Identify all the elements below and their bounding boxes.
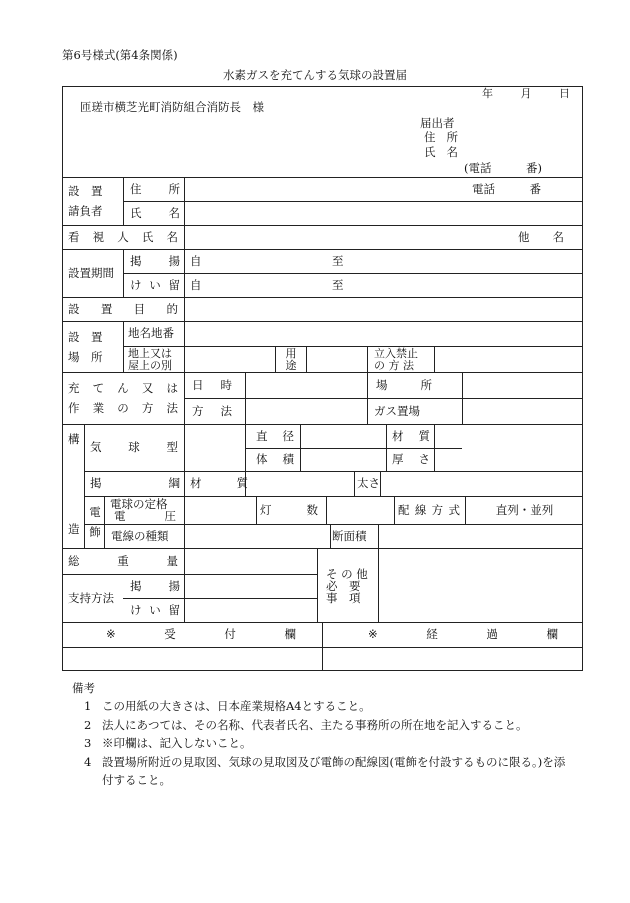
total-weight-label: 総 重 量	[68, 553, 178, 568]
lamps-2: 数	[306, 502, 318, 517]
receipt-header: ※ 受 付 欄	[106, 627, 296, 642]
rope-size-1: 太	[357, 476, 369, 491]
filling-method-1: 方	[192, 403, 204, 418]
period-moor-to: 至	[332, 277, 344, 292]
location-use: 用 途	[285, 346, 297, 372]
contractor-address-1: 住	[130, 181, 142, 196]
applicant-address-1: 住	[424, 130, 436, 145]
notes	[62, 679, 583, 789]
location-lot: 地名地番	[128, 326, 174, 341]
progress-header: ※ 経 過 欄	[368, 627, 558, 642]
filling-datetime-2: 時	[220, 377, 232, 392]
date-day: 日	[559, 87, 570, 101]
structure-label-bottom: 造	[68, 521, 80, 536]
material-1: 材	[392, 428, 404, 443]
date-year: 年	[482, 87, 493, 101]
rope-1: 掲	[90, 476, 102, 491]
material-2: 質	[418, 428, 430, 443]
support-label: 支持方法	[68, 590, 114, 605]
wire-type-label: 電線の種類	[111, 528, 169, 543]
lamps-1: 灯	[260, 502, 272, 517]
volume-2: 積	[282, 452, 294, 467]
contractor-label: 設 置 請負者	[68, 183, 103, 218]
applicant-address-2: 所	[446, 130, 458, 145]
applicant-name-2: 名	[446, 145, 458, 160]
support-moor-1: け	[130, 602, 142, 617]
location-ground-or-roof: 地上又は 屋上の別	[128, 346, 172, 372]
applicant-phone: (電話 番)	[464, 161, 542, 176]
period-raise-2: 揚	[168, 253, 180, 268]
support-raise-1: 掲	[130, 578, 142, 593]
applicant-name-1: 氏	[424, 145, 436, 160]
rope-material-2: 質	[236, 476, 248, 491]
note-item: 3 ※印欄は、記入しないこと。	[84, 736, 252, 751]
form-table	[62, 86, 583, 671]
addressee: 匝瑳市横芝光町消防組合消防長 様	[80, 100, 264, 115]
date-month: 月	[520, 87, 532, 101]
applicant-label: 届出者	[420, 116, 455, 131]
notes-heading: 備考	[72, 681, 95, 695]
filling-datetime-1: 日	[192, 377, 204, 392]
wiring-label: 配 線 方 式	[398, 502, 460, 517]
contractor-phone: 電話 番	[472, 181, 541, 196]
period-raise-to: 至	[332, 253, 344, 268]
filling-label: 充 て ん 又 は 作 業 の 方 法	[68, 380, 178, 415]
structure-label-top: 構	[68, 431, 80, 446]
note-item: 1 この用紙の大きさは、日本産業規格A4とすること。	[84, 699, 371, 714]
period-raise-from: 自	[190, 253, 202, 268]
supervisor-others: 他 名	[518, 229, 564, 244]
location-restriction: 立入禁止 の 方 法	[374, 346, 418, 372]
contractor-name-2: 名	[168, 205, 180, 220]
rope-size-2: さ	[368, 476, 380, 491]
period-moor-from: 自	[190, 277, 202, 292]
lighting-label: 電 飾	[89, 504, 101, 539]
note-item: 4 設置場所附近の見取図、気球の見取図及び電飾の配線図(電飾を付設するものに限る。)を添付すること。	[84, 754, 566, 787]
thickness-2: さ	[418, 452, 430, 467]
form-title: 水素ガスを充てんする気球の設置届	[223, 68, 407, 82]
period-label: 設置期間	[68, 265, 114, 280]
balloon-type-label: 気 球 型	[90, 440, 178, 455]
contractor-name-1: 氏	[130, 205, 142, 220]
diameter-1: 直	[256, 428, 268, 443]
location-label: 設 置 場 所	[68, 329, 103, 364]
period-moor-3: 留	[168, 277, 180, 292]
filling-gas-storage: ガス置場	[374, 403, 420, 418]
thickness-1: 厚	[392, 452, 404, 467]
contractor-address-2: 所	[168, 181, 180, 196]
rope-2: 綱	[168, 476, 180, 491]
other-label: そ の 他 必 要 事 項	[326, 566, 368, 606]
filling-place-2: 所	[420, 377, 432, 392]
rated-voltage-label: 電球の定格 電 圧	[110, 496, 176, 523]
volume-1: 体	[256, 452, 268, 467]
period-moor-2: い	[149, 277, 161, 292]
form-number: 第6号様式(第4条関係)	[62, 48, 178, 62]
filling-place-1: 場	[376, 377, 388, 392]
wiring-value: 直列・並列	[495, 502, 554, 517]
period-raise-1: 掲	[130, 253, 142, 268]
support-moor-2: い	[149, 602, 161, 617]
support-raise-2: 揚	[168, 578, 180, 593]
period-moor-1: け	[130, 277, 142, 292]
filling-method-2: 法	[220, 403, 232, 418]
diameter-2: 径	[282, 428, 294, 443]
rope-material-1: 材	[190, 476, 202, 491]
purpose-label: 設 置 目 的	[68, 301, 178, 316]
supervisor-label: 看 視 人 氏 名	[68, 229, 178, 244]
support-moor-3: 留	[168, 602, 180, 617]
cross-section-label: 断面積	[332, 528, 367, 543]
note-item: 2 法人にあつては、その名称、代表者氏名、主たる事務所の所在地を記入すること。	[84, 717, 528, 732]
